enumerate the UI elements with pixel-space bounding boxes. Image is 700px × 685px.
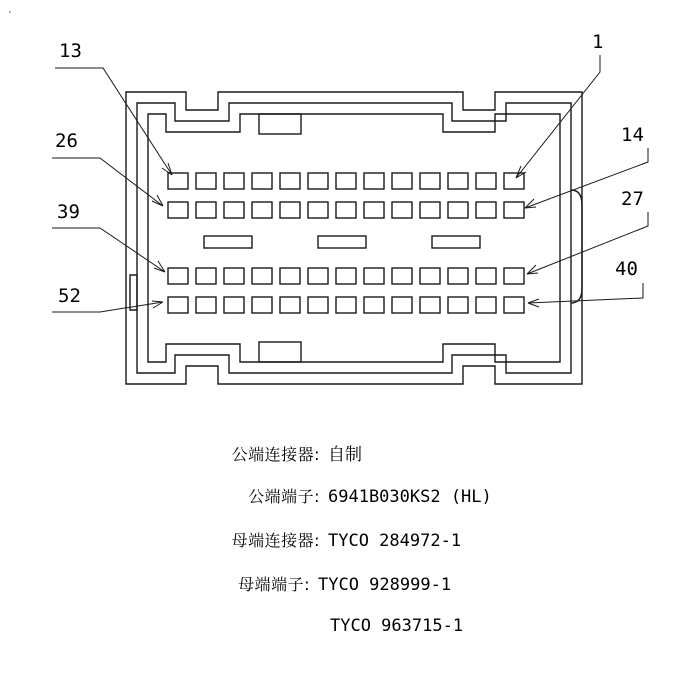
spec-row [0, 616, 700, 660]
spec-block [0, 440, 700, 660]
callout-13: 13 [59, 40, 82, 62]
spec-label-female-terminal: 母端端子: [238, 575, 310, 594]
spec-row [0, 440, 700, 484]
callout-52: 52 [58, 285, 81, 307]
spec-value-male-terminal: 6941B030KS2 (HL) [328, 487, 492, 507]
spec-row [0, 484, 700, 528]
callout-26: 26 [55, 130, 78, 152]
spec-label-female-connector: 母端连接器: [231, 531, 320, 550]
corner-mark: · [8, 6, 12, 18]
callout-40: 40 [615, 258, 638, 280]
spec-label-male-connector: 公端连接器: [231, 445, 320, 464]
spec-label-male-terminal: 公端端子: [248, 487, 320, 506]
callout-1: 1 [592, 31, 604, 53]
spec-row [0, 528, 700, 572]
callout-14: 14 [621, 124, 644, 146]
spec-value-female-terminal-2: TYCO 963715-1 [330, 616, 464, 636]
spec-value-female-connector: TYCO 284972-1 [328, 531, 462, 551]
spec-value-male-connector: 自制 [328, 445, 362, 465]
spec-row [0, 572, 700, 616]
callout-39: 39 [57, 201, 80, 223]
spec-value-female-terminal-1: TYCO 928999-1 [318, 575, 452, 595]
callout-27: 27 [621, 188, 644, 210]
